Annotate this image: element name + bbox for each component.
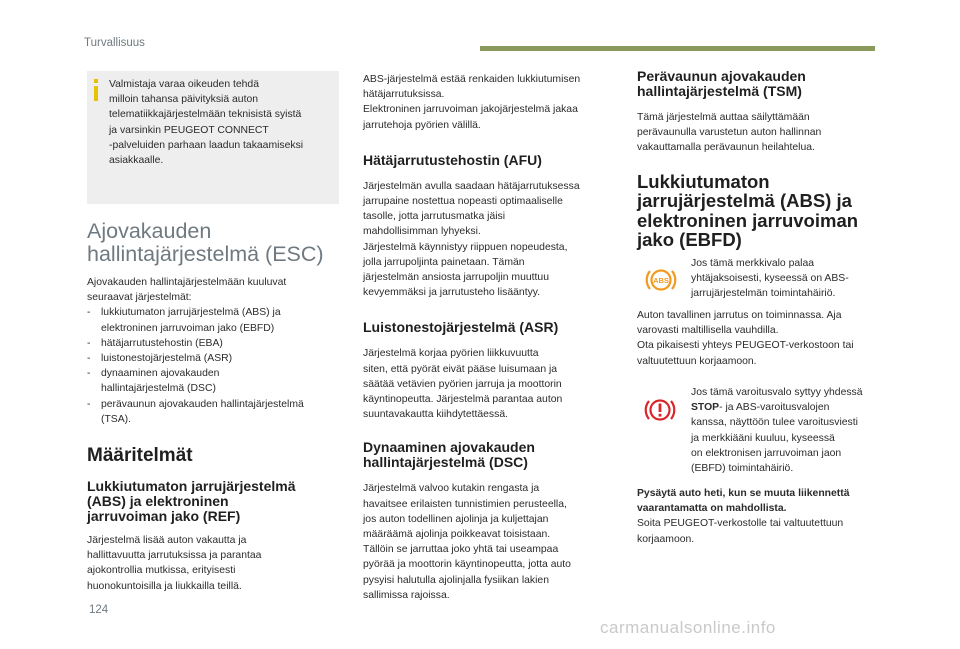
- brake-warning-icon: [644, 395, 676, 425]
- definitions-title: Määritelmät: [87, 445, 193, 466]
- list-item: - hätäjarrutustehostin (EBA): [87, 337, 223, 349]
- column-2: ABS-järjestelmä estää renkaiden lukkiutumisen hätäjarrutuksissa. Elektroninen jarruvoiman jakojärjestelmä jakaa jarrutehoja pyörien välillä. Hätäjarrutustehostin (AFU) Järjestelmän avulla saadaan hätäjarrutuksessa jarrupaine nostettua nopeasti optimaaliselle tasolle, jotta jarrutusmatka jäisi mahdollisimman lyhyeksi. Järjestelmä käynnistyy riippuen nopeudesta, jolla jarrupoljinta painetaan. Tämän järjestelmän ansiosta jarrupoljin muuttuu kevyemmäksi ja jarrutusteho lisääntyy. Luistonestojärjestelmä (ASR) Järjestelmä korjaa pyörien liikkuvuutta siten, että pyörät eivät pääse luisumaan ja säätää vetävien pyörien jarruja ja moottorin käyntinopeutta. Järjestelmä parantaa auton suuntavakautta kiihdytettäessä. Dynaaminen ajovakauden hallintajärjestelmä (DSC) Järjestelmä valvoo kutakin rengasta ja havaitsee erilaisten tunnistimien perusteella, jos auton todellinen ajolinja ja kuljettajan määräämä ajolinja poikkeavat toisistaan. Tällöin se jarruttaa joko yhtä tai useampaa pyörää ja moottorin käyntinopeutta, jotta auto pysyisi halutulla ajolinjalla fysiikan lakien sallimissa rajoissa.: [363, 72, 625, 603]
- abs-advice: Auton tavallinen jarrutus on toiminnassa. Aja varovasti maltillisella vauhdilla. Ota pikaisesti yhteys PEUGEOT-verkostoon tai valtuutettuun korjaamoon.: [637, 310, 854, 367]
- stop-instructions: Pysäytä auto heti, kun se muuta liikennettä vaarantamatta on mahdollista. Soita PEUGEOT-verkostolle tai valtuutettuun korjaamoon.: [637, 488, 850, 545]
- info-note-box: [87, 71, 339, 204]
- tsm-title: Perävaunun ajovakauden: [637, 68, 806, 84]
- ref-title: Lukkiutumaton jarrujärjestelmä: [87, 478, 296, 494]
- section-header: Turvallisuus: [84, 37, 145, 49]
- abs-warning-icon: [645, 265, 677, 295]
- column-3: Perävaunun ajovakauden hallintajärjestelmä (TSM) Tämä järjestelmä auttaa säilyttämään perävaunulla varustetun auton hallinnan vakauttamalla perävaunun heilahtelua. Lukkiutumaton jarrujärjestelmä (ABS) ja elektroninen jarruvoiman jako (EBFD): [637, 69, 907, 250]
- definitions-section: Määritelmät Lukkiutumaton jarrujärjestelmä (ABS) ja elektroninen jarruvoiman jako (REF) Järjestelmä lisää auton vakautta ja hallittavuutta jarrutuksissa ja parantaa ajokontrollia mutkissa, erityisesti huonokuntoisilla ja liukkailla teillä.: [87, 446, 347, 594]
- info-note-text: Valmistaja varaa oikeuden tehdä milloin tahansa päivityksiä auton telematiikkajärjestelmään teknisistä syistä ja varsinkin PEUGEOT CONNECT -palveluiden parhaan laadun takaamiseksi asiakkaalle.: [109, 79, 304, 167]
- watermark: carmanualsonline.info: [600, 618, 776, 637]
- list-item: - lukkiutumaton jarrujärjestelmä (ABS) ja elektroninen jarruvoiman jako (EBFD): [87, 307, 281, 334]
- esc-title-line2: hallintajärjestelmä (ESC): [87, 242, 324, 266]
- dsc-title: Dynaaminen ajovakauden: [363, 439, 535, 456]
- esc-title-line1: Ajovakauden: [87, 219, 212, 243]
- afu-title: Hätäjarrutustehostin (AFU): [363, 151, 542, 168]
- svg-text:ABS: ABS: [653, 276, 669, 285]
- esc-intro: Ajovakauden hallintajärjestelmään kuuluvat: [87, 277, 287, 288]
- abs-icon-description: Jos tämä merkkivalo palaa yhtäjaksoisesti, kyseessä on ABS- jarrujärjestelmän toimintahäiriö.: [691, 258, 849, 300]
- list-item: - perävaunun ajovakauden hallintajärjestelmä (TSA).: [87, 398, 304, 425]
- page-number: 124: [89, 604, 109, 616]
- esc-section: Ajovakauden hallintajärjestelmä (ESC) Ajovakauden hallintajärjestelmään kuuluvat seuraavat järjestelmät: - lukkiutumaton jarrujärjestelmä (ABS) ja elektroninen jarruvoiman jako (EBFD) - hätäjarrutustehostin (EBA) - luistonestojärjestelmä (ASR) - dynaaminen ajovakauden hallintajärjestelmä (DSC) - perävaunun ajovakauden hallintajärjestelmä (TSA).: [87, 220, 347, 427]
- asr-title: Luistonestojärjestelmä (ASR): [363, 319, 559, 336]
- list-item: - luistonestojärjestelmä (ASR): [87, 353, 233, 365]
- info-icon: [91, 79, 101, 101]
- esc-system-list: [87, 305, 347, 427]
- header-divider: [480, 46, 875, 51]
- list-item: - dynaaminen ajovakauden hallintajärjestelmä (DSC): [87, 368, 220, 395]
- abs-ebfd-title: Lukkiutumaton: [637, 170, 770, 192]
- brake-warning-description: Jos tämä varoitusvalo syttyy yhdessä STOP- ja ABS-varoitusvalojen kanssa, näyttöön tulee varoitusviesti ja merkkiääni kuuluu, kyseessä on elektronisen jarruvoiman jaon (EBFD) toimintahäiriö.: [691, 387, 863, 475]
